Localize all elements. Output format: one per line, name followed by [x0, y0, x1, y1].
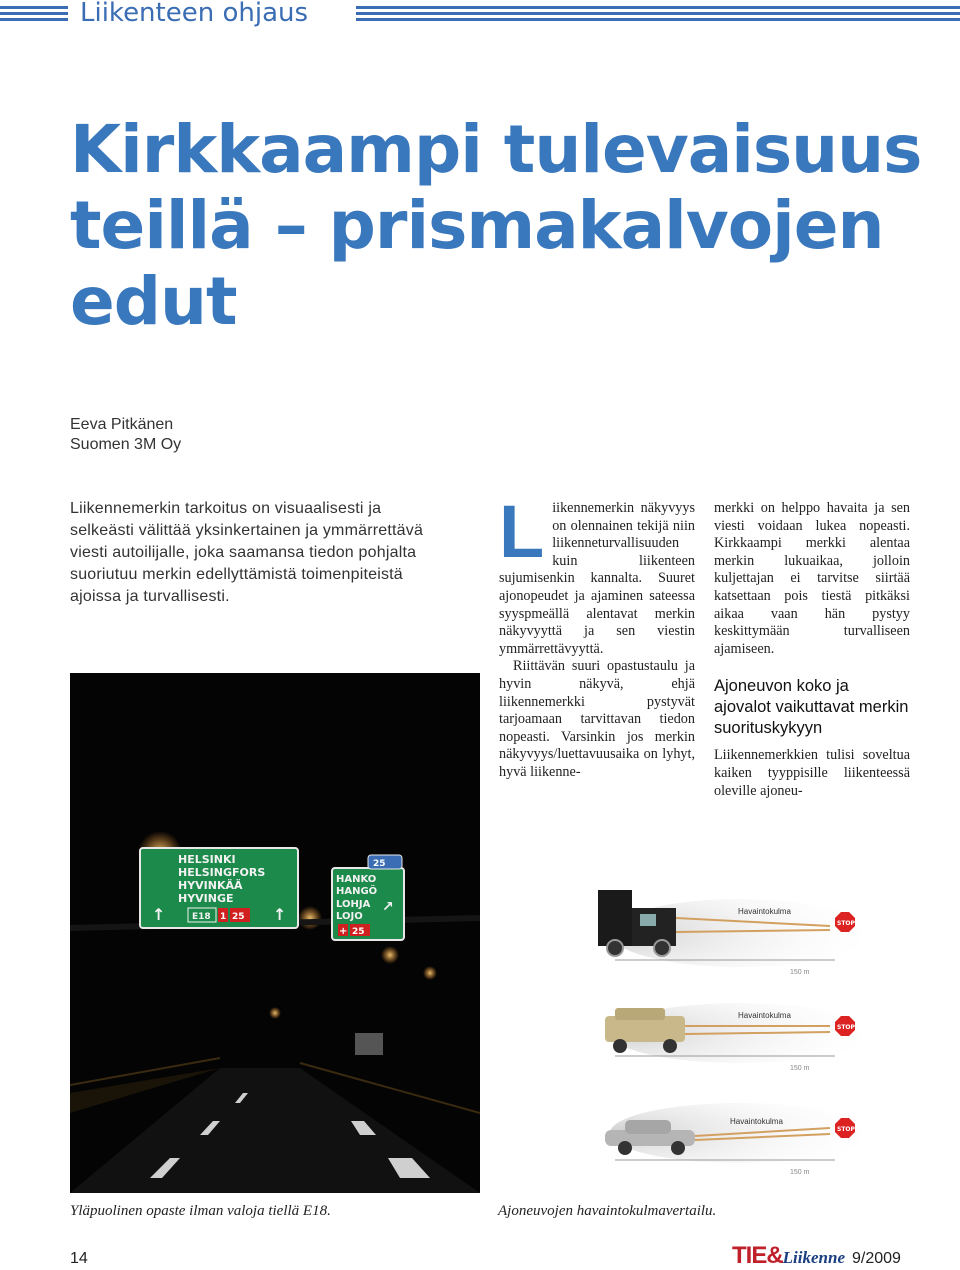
section-title: Liikenteen ohjaus: [80, 0, 309, 28]
angle-label: Havaintokulma: [738, 907, 791, 916]
author-name: Eeva Pitkänen: [70, 416, 174, 433]
overhead-sign-helsinki: [140, 848, 298, 928]
stop-sign-label: STOP: [837, 920, 855, 927]
cross-icon: +: [339, 926, 348, 937]
overhead-sign-hanko: [332, 855, 404, 940]
header-rule-right: [356, 6, 960, 24]
angle-label: Havaintokulma: [738, 1011, 791, 1020]
sign2-line-4: LOJO: [336, 911, 363, 922]
sign2-line-2: HANGÖ: [336, 886, 378, 897]
lead-paragraph: Liikennemerkin tarkoitus on visuaalisesti ja selkeästi välittää yksinkertainen ja ymmärrettävä viesti autoilijalle, joka saamansa tiedon pohjalta suoriutuu merkin edellyttämistä toimenpiteistä ajoissa ja turvallisesti.: [70, 500, 424, 605]
body-column-1: [499, 490, 695, 782]
arrow-up-right-icon: ↗: [382, 899, 394, 915]
sign2-line-3: LOHJA: [336, 899, 371, 910]
logo-part-b: Liikenne: [782, 1248, 846, 1267]
sign1-route-e18: E18: [192, 912, 211, 922]
viewing-angle-illustration: [490, 848, 890, 1198]
logo-part-a: TIE&: [732, 1242, 783, 1269]
paragraph-3: Liikennemerkkien tulisi soveltua kaiken tyyppisille liikenteessä oleville ajoneu-: [714, 747, 910, 799]
author-block: [70, 415, 181, 455]
stop-sign-label: STOP: [837, 1126, 855, 1133]
arrow-up-icon: ↑: [273, 905, 287, 924]
stop-sign-label: STOP: [837, 1024, 855, 1031]
paragraph-2-part-1: Riittävän suuri opastustaulu ja hyvin näkyvä, ehjä liikennemerkki pystyvät tarjoamaan tarvittavan tiedon nopeasti. Varsinkin jos merkin näkyvyys/luettavuusaika on lyhyt, hyvä liikenne-: [499, 658, 695, 780]
sign2-badge: 25: [373, 859, 386, 869]
distance-label: 150 m: [790, 1169, 810, 1176]
arrow-up-icon: ↑: [152, 905, 166, 924]
article-title: Kirkkaampi tulevaisuus teillä – prismakalvojen edut: [70, 111, 922, 340]
drop-cap: L: [499, 490, 545, 573]
car-scenario: [605, 1103, 870, 1176]
suv-scenario: [605, 1003, 870, 1072]
sign2-line-1: HANKO: [336, 874, 377, 885]
sign1-line-3: HYVINKÄÄ: [178, 879, 243, 892]
night-road-illustration: [70, 673, 480, 1193]
angle-label: Havaintokulma: [730, 1117, 783, 1126]
sign1-line-1: HELSINKI: [178, 853, 236, 866]
subheading: Ajoneuvon koko ja ajovalot vaikuttavat merkin suorituskykyyn: [714, 677, 909, 738]
issue-number: 9/2009: [852, 1250, 901, 1267]
sign1-route-25: 25: [232, 912, 245, 922]
paragraph-1-text: iikennemerkin näkyvyys on olennainen tekijä niin liikenneturvallisuuden kuin liikenteen sujumisenkin kannalta. Suuret ajonopeudet ja ajaminen sateessa syyspmeällä alentavat merkin näkyvyyttä ja sen viestin ymmärrettävyyttä.: [499, 500, 695, 657]
header-rule-left: [0, 6, 68, 24]
page-number: 14: [70, 1250, 88, 1267]
svg-text:1: 1: [220, 912, 227, 922]
truck-scenario: [598, 890, 870, 976]
distance-label: 150 m: [790, 969, 810, 976]
paragraph-1: [499, 490, 695, 658]
magazine-logo: [732, 1242, 845, 1270]
paragraph-2-part-2: merkki on helppo havaita ja sen viesti voidaan lukea nopeasti. Kirkkaampi merkki alentaa merkin lukuaikaa, jolloin kuljettajan ei tarvitse siirtää katsettaan pois tiestä pitkäksi aikaa vaan hän pystyy keskittymään turvalliseen ajamiseen.: [714, 500, 910, 657]
sign2-route: 25: [352, 927, 365, 937]
distance-label: 150 m: [790, 1065, 810, 1072]
author-organization: Suomen 3M Oy: [70, 436, 182, 453]
night-road-photo: [70, 673, 480, 1193]
sign1-line-2: HELSINGFORS: [178, 866, 266, 879]
viewing-angle-diagram: [490, 848, 890, 1198]
photo-caption: Yläpuolinen opaste ilman valoja tiellä E18.: [70, 1203, 331, 1219]
sign1-line-4: HYVINGE: [178, 892, 234, 905]
diagram-caption: Ajoneuvojen havaintokulmavertailu.: [498, 1203, 717, 1219]
body-column-2: [714, 500, 910, 800]
